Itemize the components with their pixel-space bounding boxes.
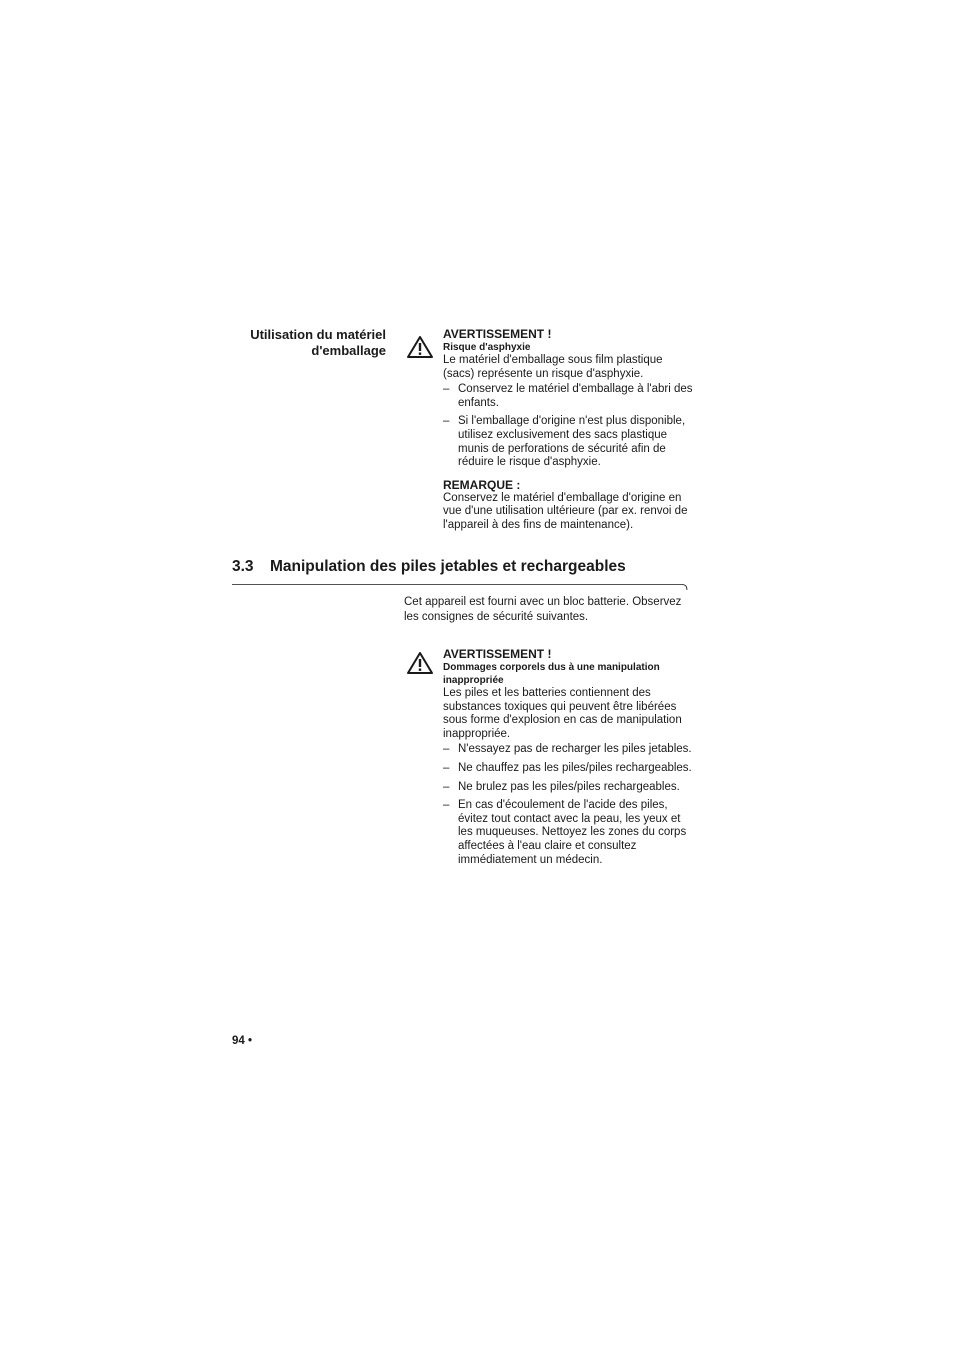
page-number: 94 • [232, 1035, 253, 1047]
battery-warning-block [443, 647, 693, 872]
warning-triangle-icon [406, 335, 434, 359]
list-item: – Ne chauffez pas les piles/piles rechargeables. [443, 762, 693, 776]
list-item: – Ne brulez pas les piles/piles rechargeables. [443, 781, 693, 795]
list-item: – Conservez le matériel d'emballage à l'abri des enfants. [443, 383, 693, 410]
section-heading [232, 558, 626, 576]
packaging-warning-block [443, 327, 693, 533]
side-heading-line-1: Utilisation du matériel [250, 327, 386, 342]
remark-text: Conservez le matériel d'emballage d'origine en vue d'une utilisation ultérieure (par ex. renvoi de l'appareil à des fins de maintenance). [443, 491, 688, 531]
list-item: – Si l'emballage d'origine n'est plus disponible, utilisez exclusivement des sacs plastique munis de perforations de sécurité afin de réduire le risque d'asphyxie. [443, 415, 693, 469]
remark-title: REMARQUE : [443, 477, 521, 492]
section-divider [232, 580, 690, 592]
section-intro: Cet appareil est fourni avec un bloc batterie. Observez les consignes de sécurité suivantes. [404, 596, 682, 623]
warning-title: AVERTISSEMENT ! [443, 647, 552, 661]
side-heading-line-2: d'emballage [311, 343, 386, 358]
side-heading-packaging [220, 327, 386, 359]
warning-bullet-list [443, 743, 693, 867]
warning-bullet-list [443, 383, 693, 470]
warning-triangle-icon [406, 651, 434, 675]
warning-text: Les piles et les batteries contiennent des substances toxiques qui peuvent être libérées sous forme d'explosion en cas de manipulation inappropriée. [443, 687, 682, 740]
warning-title: AVERTISSEMENT ! [443, 327, 552, 341]
section-number: 3.3 [232, 558, 254, 575]
section-title: Manipulation des piles jetables et rechargeables [270, 558, 626, 575]
list-item: – N'essayez pas de recharger les piles jetables. [443, 743, 693, 757]
warning-subtitle: Dommages corporels dus à une manipulation inappropriée [443, 662, 660, 686]
warning-text: Le matériel d'emballage sous film plastique (sacs) représente un risque d'asphyxie. [443, 354, 663, 380]
list-item: – En cas d'écoulement de l'acide des piles, évitez tout contact avec la peau, les yeux et les muqueuses. Nettoyez les zones du corps affectées à l'eau claire et consultez immédiatement un médecin. [443, 799, 693, 867]
warning-subtitle: Risque d'asphyxie [443, 342, 531, 353]
